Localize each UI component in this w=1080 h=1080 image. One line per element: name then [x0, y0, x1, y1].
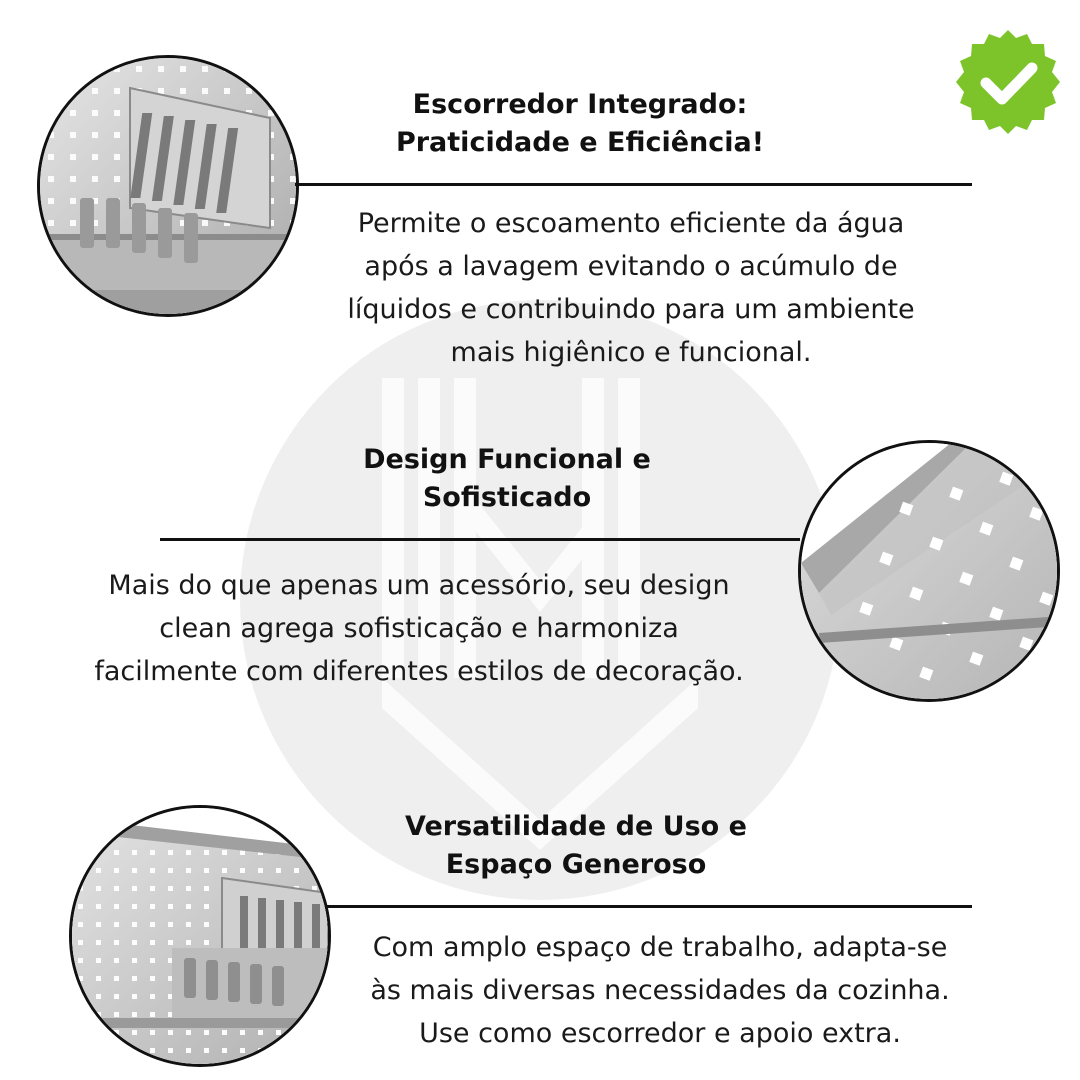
approved-badge — [952, 26, 1064, 138]
section-2-body-line-1: Mais do que apenas um acessório, seu design — [108, 570, 730, 601]
section-1-body-line-3: líquidos e contribuindo para um ambiente — [347, 294, 915, 325]
section-1-title-line-1: Escorredor Integrado: — [412, 89, 748, 120]
section-2-body-line-2: clean agrega sofisticação e harmoniza — [159, 613, 679, 644]
section-3-title-line-2: Espaço Generoso — [445, 849, 707, 880]
full-tray-photo — [69, 805, 331, 1067]
section-2-title-line-1: Design Funcional e — [363, 444, 651, 475]
section-2-title-line-2: Sofisticado — [422, 482, 592, 513]
section-1-title-line-2: Praticidade e Eficiência! — [395, 127, 765, 158]
section-1-divider — [295, 183, 972, 186]
section-2-divider — [160, 538, 800, 541]
section-1-body-line-2: após a lavagem evitando o acúmulo de — [364, 251, 898, 282]
section-3-body — [330, 926, 990, 1055]
section-3-title-line-1: Versatilidade de Uso e — [405, 811, 747, 842]
section-1-body-line-1: Permite o escoamento eficiente da água — [357, 208, 905, 239]
check-seal-icon — [952, 26, 1064, 138]
section-2-body-line-3: facilmente com diferentes estilos de decoração. — [94, 656, 744, 687]
section-3-title — [326, 808, 826, 884]
section-1-title — [330, 86, 830, 162]
drainer-rack-photo — [37, 55, 299, 317]
section-2-title — [257, 441, 757, 517]
section-3-body-line-3: Use como escorredor e apoio extra. — [419, 1018, 901, 1049]
section-3-body-line-1: Com amplo espaço de trabalho, adapta-se — [372, 932, 948, 963]
section-3-body-line-2: às mais diversas necessidades da cozinha. — [370, 975, 950, 1006]
section-1-body-line-4: mais higiênico e funcional. — [450, 337, 812, 368]
section-2-body — [40, 564, 798, 693]
section-3-divider — [327, 905, 972, 908]
section-1-body — [300, 202, 962, 374]
perforated-tray-photo — [798, 440, 1060, 702]
